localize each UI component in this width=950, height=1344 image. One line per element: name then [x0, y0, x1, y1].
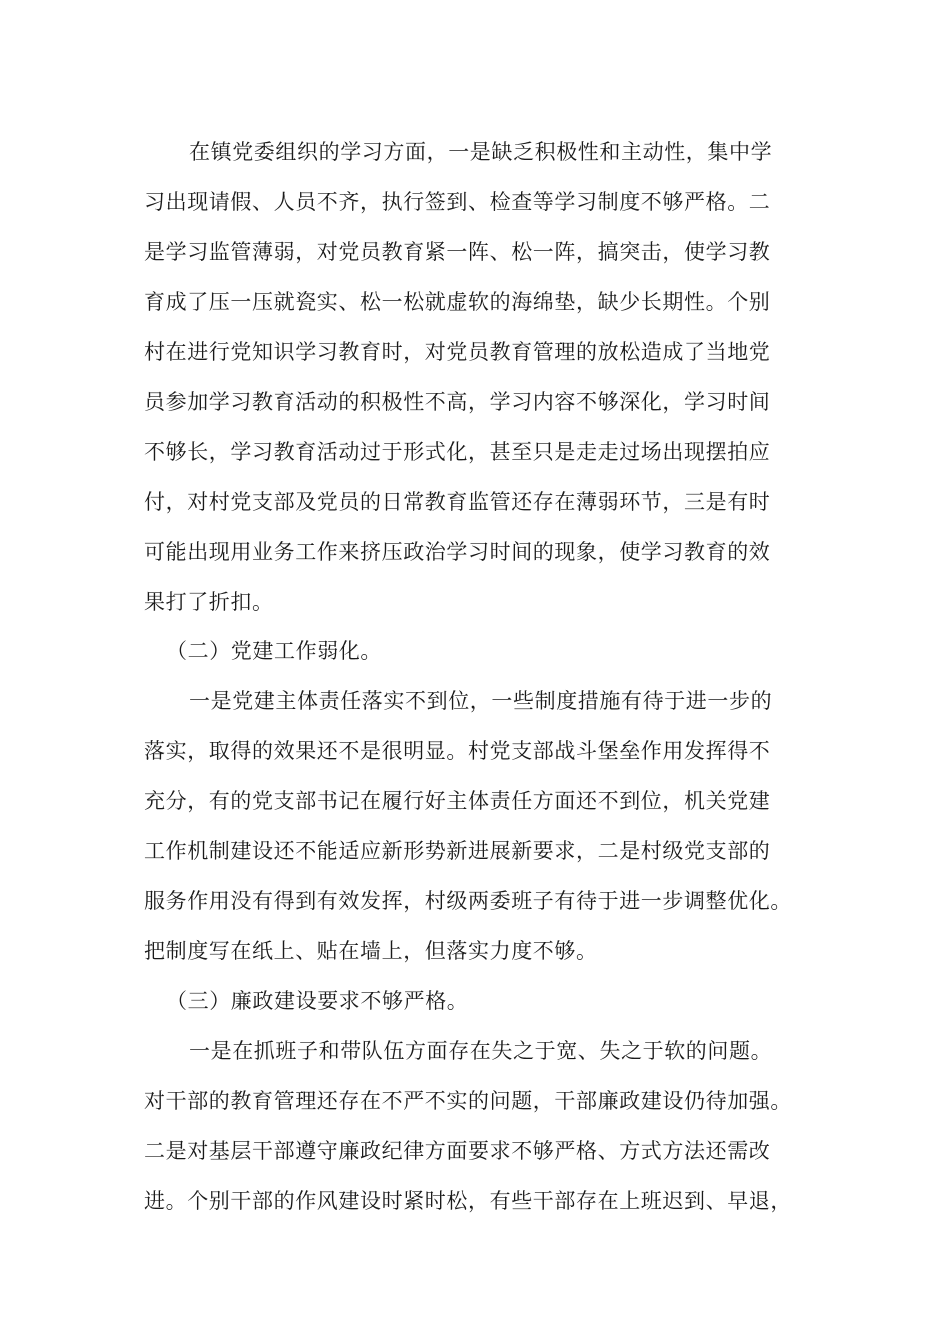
paragraph-line: 进。个别干部的作风建设时紧时松，有些干部存在上班迟到、早退， [144, 1189, 792, 1213]
paragraph-line: 员参加学习教育活动的积极性不高，学习内容不够深化，学习时间 [144, 390, 771, 414]
section-heading: （三）廉政建设要求不够严格。 [166, 989, 469, 1013]
paragraph-line: 二是对基层干部遵守廉政纪律方面要求不够严格、方式方法还需改 [144, 1139, 771, 1163]
paragraph-line: 工作机制建设还不能适应新形势新进展新要求，二是村级党支部的 [144, 839, 771, 863]
section-heading: （二）党建工作弱化。 [166, 639, 382, 663]
paragraph-line: 育成了压一压就瓷实、松一松就虚软的海绵垫，缺少长期性。个别 [144, 290, 771, 314]
paragraph-line: 落实，取得的效果还不是很明显。村党支部战斗堡垒作用发挥得不 [144, 739, 771, 763]
paragraph-line: 是学习监管薄弱，对党员教育紧一阵、松一阵，搞突击，使学习教 [144, 240, 771, 264]
paragraph-line: 可能出现用业务工作来挤压政治学习时间的现象，使学习教育的效 [144, 540, 771, 564]
paragraph-line: 一是党建主体责任落实不到位，一些制度措施有待于进一步的 [189, 689, 773, 713]
paragraph-line: 付，对村党支部及党员的日常教育监管还存在薄弱环节，三是有时 [144, 490, 771, 514]
paragraph-line: 习出现请假、人员不齐，执行签到、检查等学习制度不够严格。二 [144, 190, 771, 214]
paragraph-line: 对干部的教育管理还存在不严不实的问题，干部廉政建设仍待加强。 [144, 1089, 792, 1113]
paragraph-line: 不够长，学习教育活动过于形式化，甚至只是走走过场出现摆拍应 [144, 440, 771, 464]
paragraph-line: 把制度写在纸上、贴在墙上，但落实力度不够。 [144, 939, 598, 963]
paragraph-line: 果打了折扣。 [144, 590, 274, 614]
paragraph-line: 充分，有的党支部书记在履行好主体责任方面还不到位，机关党建 [144, 789, 771, 813]
paragraph-line: 在镇党委组织的学习方面，一是缺乏积极性和主动性，集中学 [189, 140, 773, 164]
paragraph-line: 村在进行党知识学习教育时，对党员教育管理的放松造成了当地党 [144, 340, 771, 364]
paragraph-line: 一是在抓班子和带队伍方面存在失之于宽、失之于软的问题。 [189, 1039, 773, 1063]
paragraph-line: 服务作用没有得到有效发挥，村级两委班子有待于进一步调整优化。 [144, 889, 792, 913]
